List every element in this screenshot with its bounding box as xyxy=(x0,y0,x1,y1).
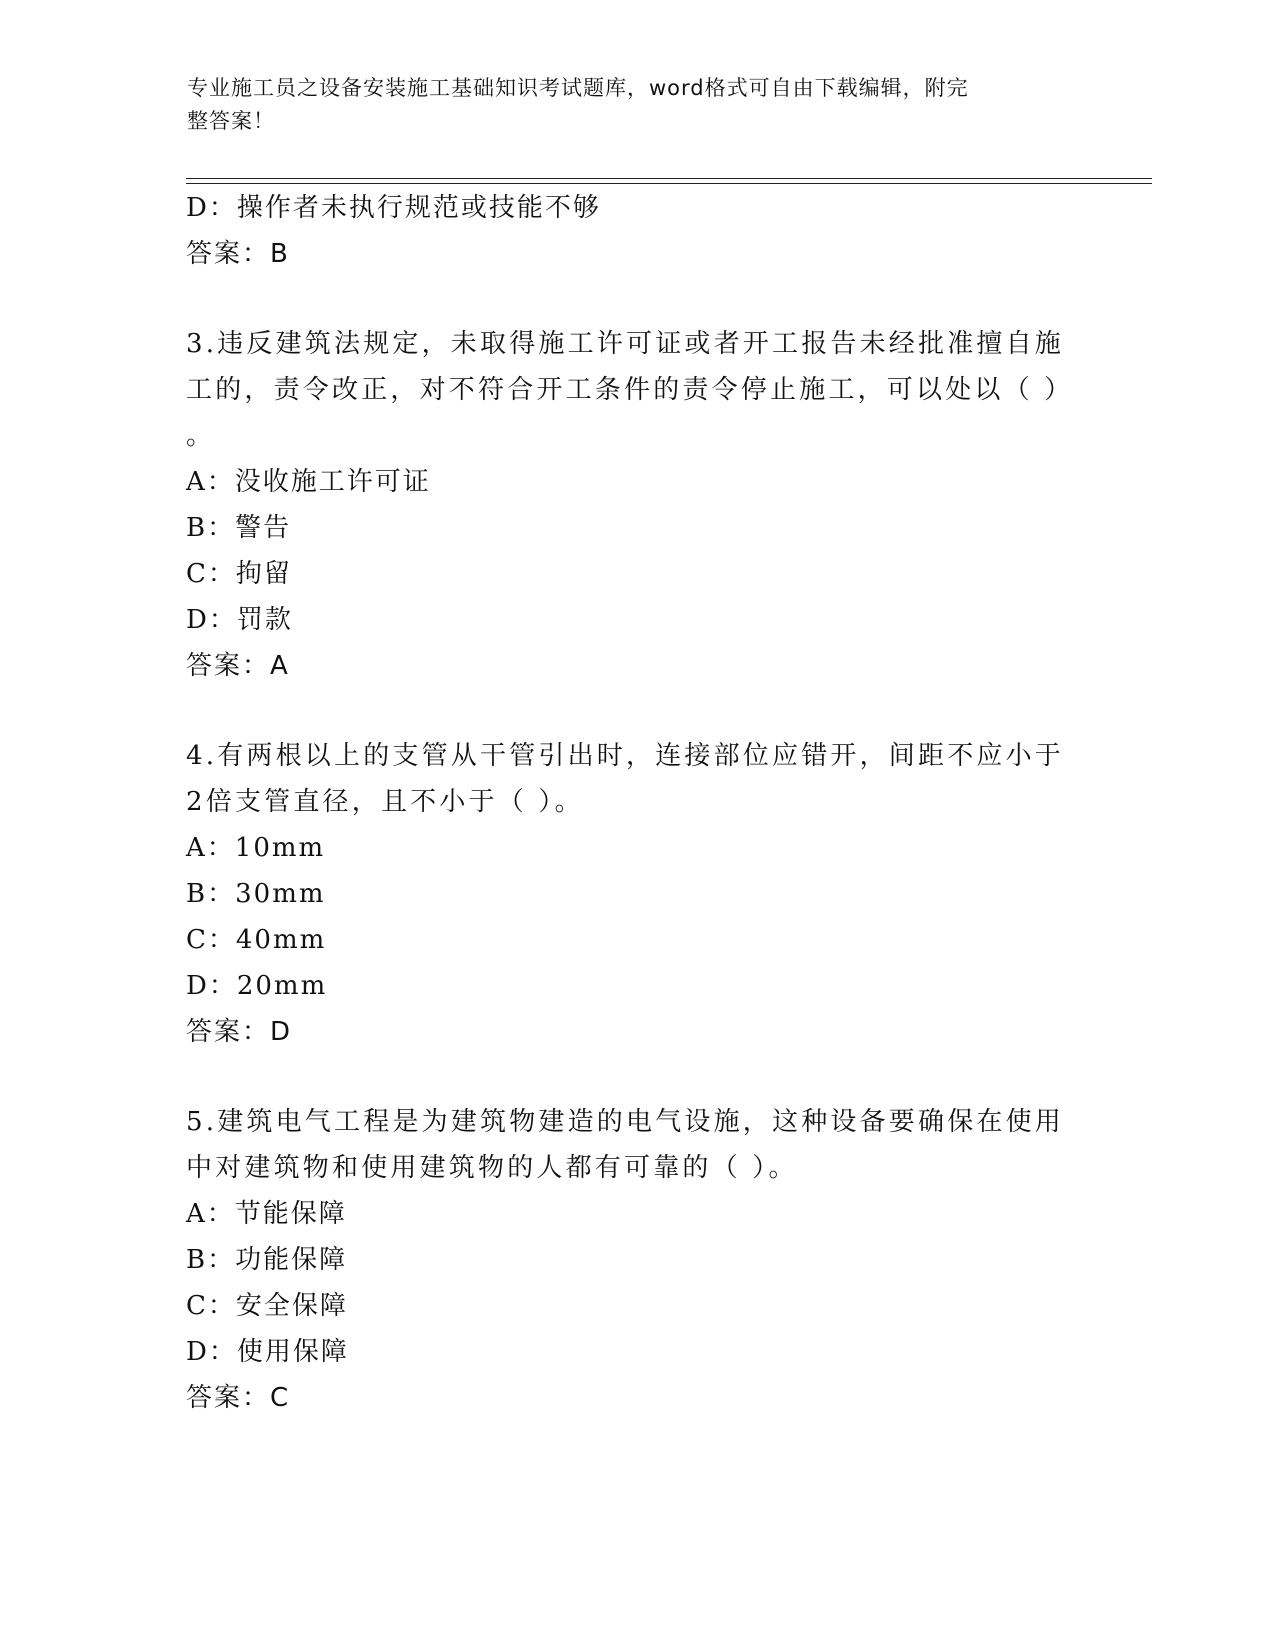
question-5-option-b: B：功能保障 xyxy=(186,1245,348,1275)
document-header xyxy=(187,72,1067,138)
question-3-stem-line-2: 工的，责令改正，对不符合开工条件的责令停止施工，可以处以（ ） xyxy=(186,375,1074,405)
question-3-option-c: C：拘留 xyxy=(186,559,292,589)
question-3-stem-line-3: 。 xyxy=(186,421,216,451)
question-5-option-d: D：使用保障 xyxy=(186,1337,349,1367)
header-line-1: 专业施工员之设备安装施工基础知识考试题库，word格式可自由下载编辑，附完 xyxy=(187,76,969,100)
question-4-option-c: C：40mm xyxy=(186,925,327,955)
question-5-option-a: A：节能保障 xyxy=(186,1199,347,1229)
question-2-answer: 答案：B xyxy=(186,239,290,269)
question-5-stem xyxy=(186,1099,1066,1191)
header-divider xyxy=(186,178,1152,184)
question-3-option-d: D：罚款 xyxy=(186,605,293,635)
question-5-stem-line-1: 5.建筑电气工程是为建筑物建造的电气设施，这种设备要确保在使用 xyxy=(186,1107,1065,1137)
question-5-stem-line-2: 中对建筑物和使用建筑物的人都有可靠的（ ）。 xyxy=(186,1153,798,1183)
document-body xyxy=(186,185,1074,1421)
question-3-option-b: B：警告 xyxy=(186,513,292,543)
question-4-option-b: B：30mm xyxy=(186,879,326,909)
question-5-option-c: C：安全保障 xyxy=(186,1291,348,1321)
question-4-option-a: A：10mm xyxy=(186,833,326,863)
question-3-answer: 答案：A xyxy=(186,651,290,681)
question-4-option-d: D：20mm xyxy=(186,971,328,1001)
question-4-stem xyxy=(186,733,1066,825)
question-3-stem-line-1: 3.违反建筑法规定，未取得施工许可证或者开工报告未经批准擅自施 xyxy=(186,329,1065,359)
question-3-stem xyxy=(186,321,1074,459)
header-line-2: 整答案！ xyxy=(187,109,275,133)
question-3-option-a: A：没收施工许可证 xyxy=(186,467,431,497)
question-2-option-d: D：操作者未执行规范或技能不够 xyxy=(186,193,601,223)
question-4-stem-line-2: 2倍支管直径，且不小于（ ）。 xyxy=(186,787,584,817)
question-5-answer: 答案：C xyxy=(186,1383,291,1413)
question-4-answer: 答案：D xyxy=(186,1017,293,1047)
question-4-stem-line-1: 4.有两根以上的支管从干管引出时，连接部位应错开，间距不应小于 xyxy=(186,741,1065,771)
